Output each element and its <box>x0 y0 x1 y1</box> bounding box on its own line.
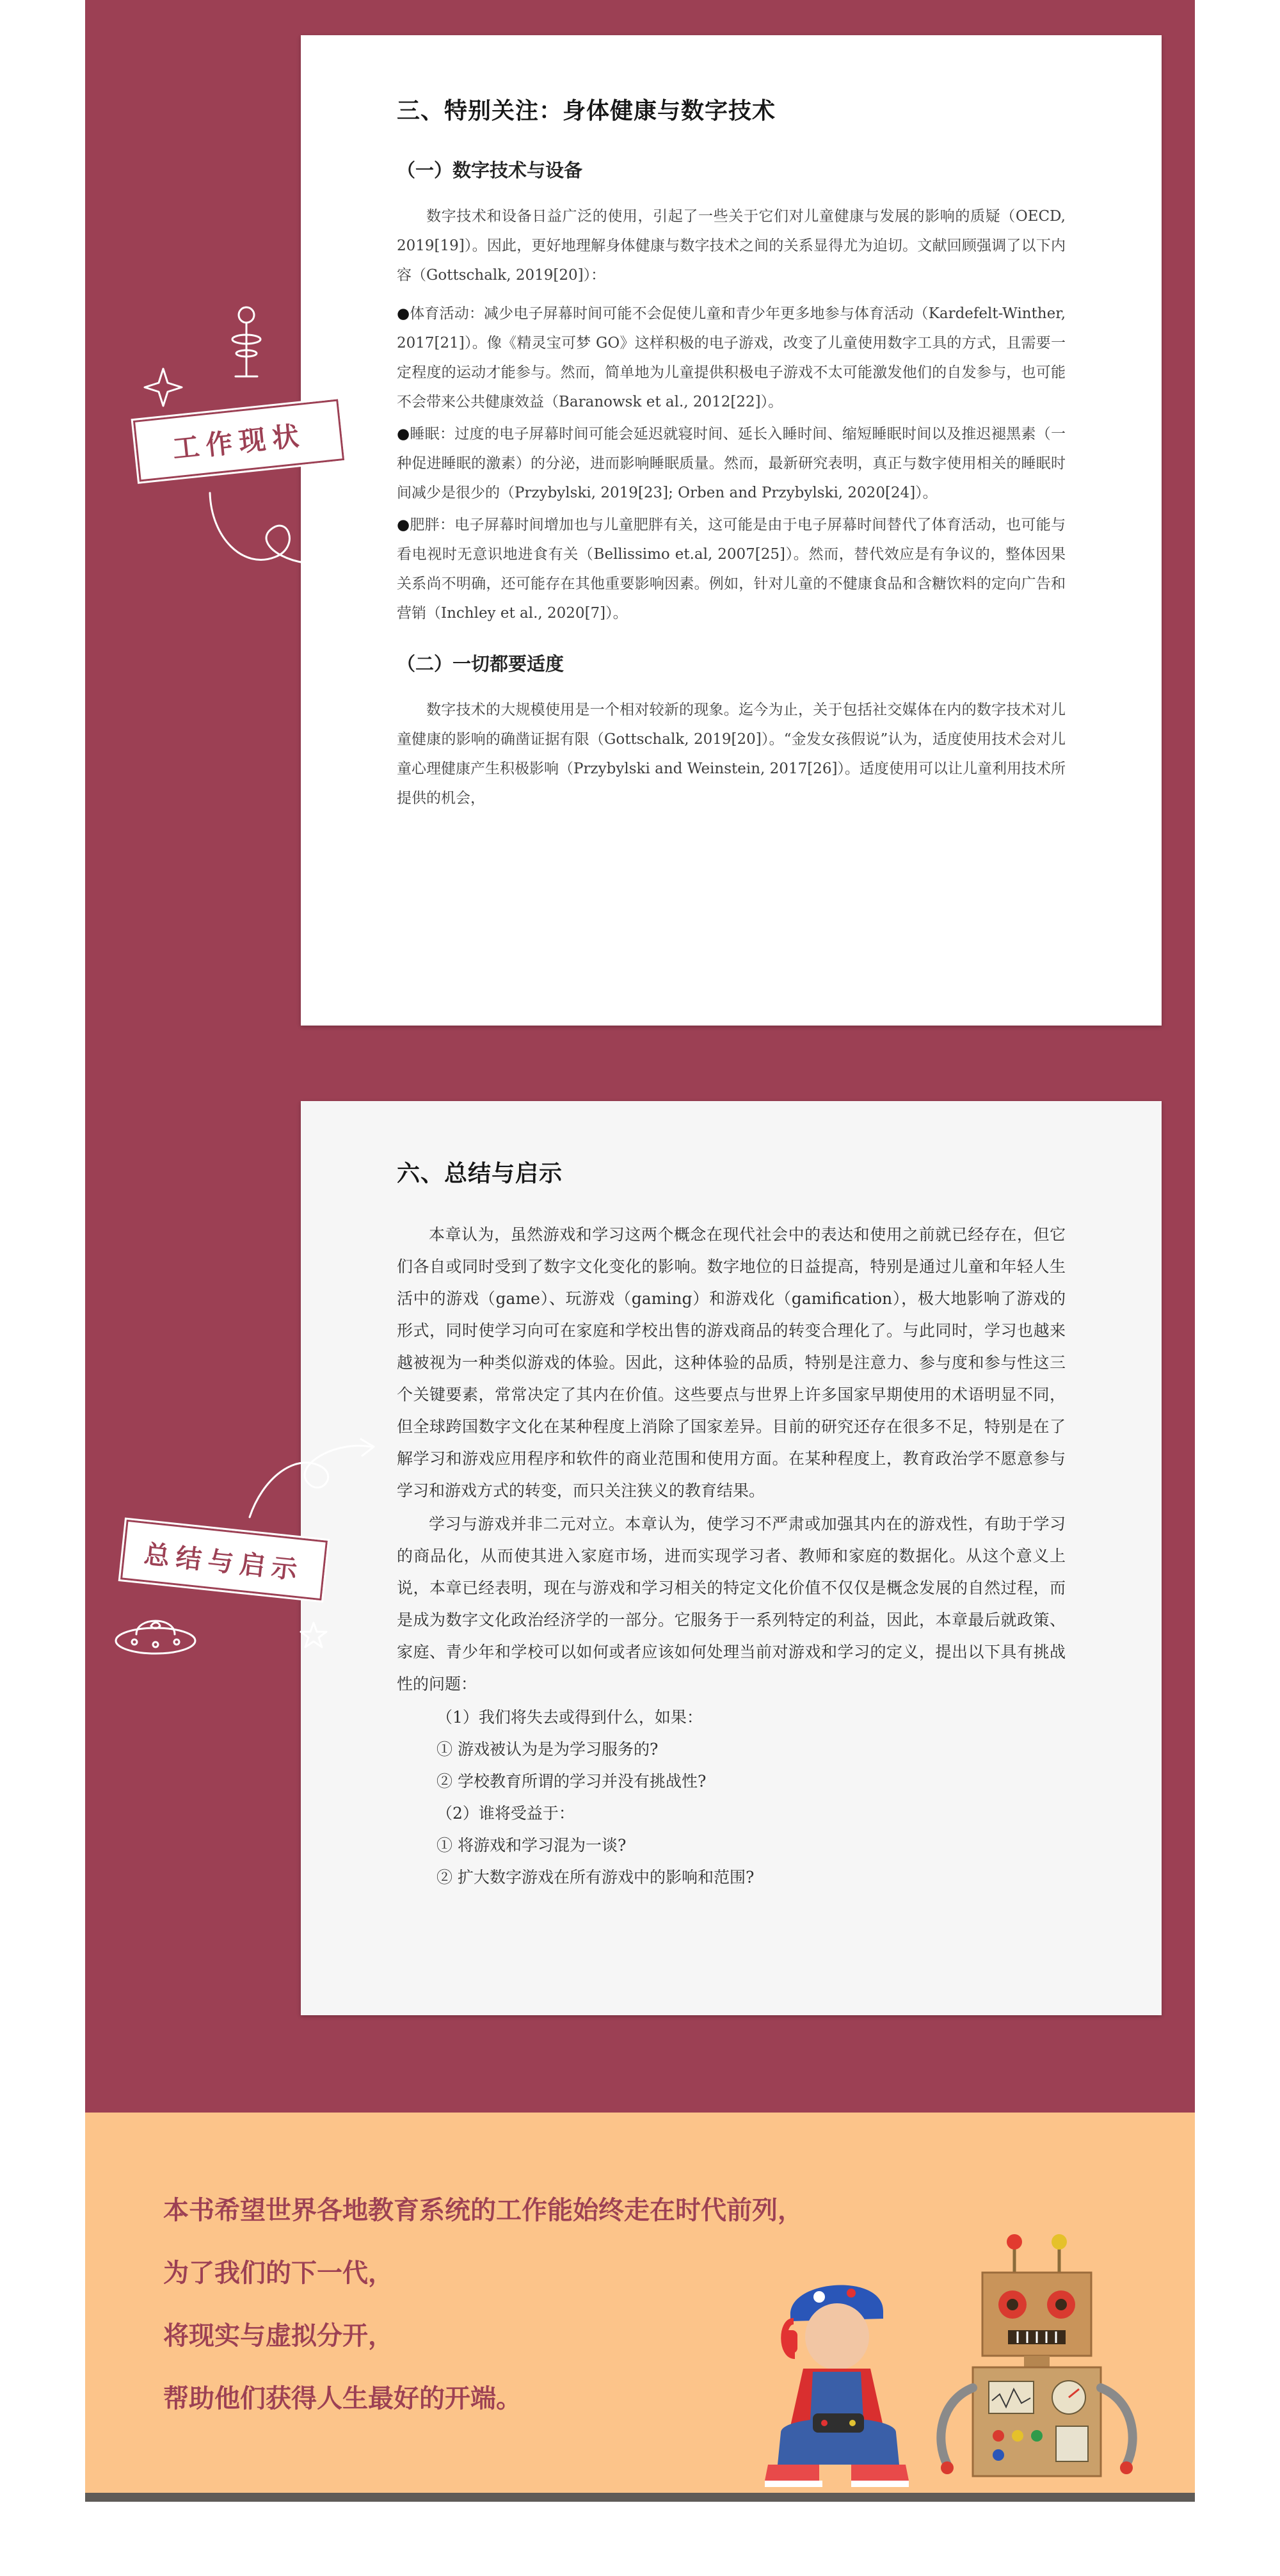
small-star-icon <box>298 1620 330 1652</box>
child-with-headphones-illustration <box>755 2260 922 2516</box>
sparkle-star-icon <box>141 365 186 410</box>
curly-arrow-doodle-icon <box>205 487 346 589</box>
bullet-dot: ● <box>397 425 410 442</box>
bullet-text: 肥胖：电子屏幕时间增加也与儿童肥胖有关，这可能是由于电子屏幕时间替代了体育活动，也可能与看电视时无意识地进食有关（Bellissimo et.al, 2007[25]）。然而，替代效应是有争议的，整体因果关系尚不明确，还可能存在其他重要影响因素。例如，针对儿童的不健康食品和含糖饮料的定向广告和营销（Inchley et al., 2020[7]）。 <box>397 517 1066 622</box>
bullet-physical-activity <box>397 299 1066 417</box>
moderation-paragraph: 数字技术的大规模使用是一个相对较新的现象。迄今为止，关于包括社交媒体在内的数字技术对儿童健康的影响的确凿证据有限（Gottschalk, 2019[20]）。“金发女孩假说”认为，适度使用技术会对儿童心理健康产生积极影响（Przybylski and Weinstein, 2017[26]）。适度使用可以让儿童利用技术所提供的机会， <box>397 702 1066 807</box>
intro-paragraph: 数字技术和设备日益广泛的使用，引起了一些关于它们对儿童健康与发展的影响的质疑（OECD, 2019[19]）。因此，更好地理解身体健康与数字技术之间的关系显得尤为迫切。文献回顾强调了以下内容（Gottschalk, 2019[20]）： <box>397 208 1066 284</box>
slogan-line: 将现实与虚拟分开， <box>163 2321 394 2351</box>
cardboard-robot-illustration <box>928 2221 1146 2503</box>
bullet-obesity <box>397 510 1066 628</box>
question-line: （1）我们将失去或得到什么，如果： <box>436 1708 703 1727</box>
slogan-line: 为了我们的下一代， <box>163 2258 394 2288</box>
subsection-title-moderation: （二）一切都要适度 <box>397 653 564 675</box>
section-title-summary: 六、总结与启示 <box>397 1161 563 1187</box>
question-line: ② 学校教育所谓的学习并没有挑战性? <box>436 1772 707 1791</box>
bullet-dot: ● <box>397 516 410 533</box>
question-line: ② 扩大数字游戏在所有游戏中的影响和范围? <box>436 1868 755 1887</box>
book-page-health-digital <box>301 35 1162 1026</box>
bottom-divider-bar <box>85 2493 1195 2502</box>
bullet-text: 睡眠：过度的电子屏幕时间可能会延迟就寝时间、延长入睡时间、缩短睡眠时间以及推迟褪黑素（一种促进睡眠的激素）的分泌，进而影响睡眠质量。然而，最新研究表明，真正与数字使用相关的睡眠时间减少是很少的（Przybylski, 2019[23]; Orben and Przybylski, 2020[24]）。 <box>397 426 1066 501</box>
question-line: ① 将游戏和学习混为一谈? <box>436 1836 627 1855</box>
loop-arrow-doodle-icon <box>243 1428 384 1524</box>
bullet-text: 体育活动：减少电子屏幕时间可能不会促使儿童和青少年更多地参与体育活动（Kardefelt-Winther, 2017[21]）。像《精灵宝可梦 GO》这样积极的电子游戏，改变了儿童使用数字工具的方式，且需要一定程度的运动才能参与。然而，简单地为儿童提供积极电子游戏不太可能激发他们的自发参与，也可能不会带来公共健康效益（Baranowsk et al., 2012[22]）。 <box>397 305 1066 410</box>
summary-badge: 总结与启示 <box>120 1520 328 1601</box>
bullet-sleep <box>397 419 1066 508</box>
question-line: （2）谁将受益于： <box>436 1804 575 1823</box>
ufo-doodle-icon <box>108 1604 204 1668</box>
slogan-line: 帮助他们获得人生最好的开端。 <box>163 2384 522 2413</box>
book-page-summary <box>301 1101 1162 2015</box>
bullet-dot: ● <box>397 305 410 322</box>
summary-paragraph-2: 学习与游戏并非二元对立。本章认为，使学习不严肃或加强其内在的游戏性，有助于学习的商品化，从而使其进入家庭市场，进而实现学习者、教师和家庭的数据化。从这个意义上说，本章已经表明，现在与游戏和学习相关的特定文化价值不仅仅是概念发展的自然过程，而是成为数字文化政治经济学的一部分。它服务于一系列特定的利益，因此，本章最后就政策、家庭、青少年和学校可以如何或者应该如何处理当前对游戏和学习的定义，提出以下具有挑战性的问题： <box>397 1515 1066 1693</box>
slogan-line: 本书希望世界各地教育系统的工作能始终走在时代前列， <box>163 2196 803 2225</box>
subsection-title-devices: （一）数字技术与设备 <box>397 159 583 181</box>
question-line: ① 游戏被认为是为学习服务的? <box>436 1740 659 1759</box>
section-title-health: 三、特别关注：身体健康与数字技术 <box>397 98 776 124</box>
satellite-doodle-icon <box>218 301 275 384</box>
work-status-badge: 工作现状 <box>133 399 344 481</box>
summary-paragraph-1: 本章认为，虽然游戏和学习这两个概念在现代社会中的表达和使用之前就已经存在，但它们各自或同时受到了数字文化变化的影响。数字地位的日益提高，特别是通过儿童和年轻人生活中的游戏（game）、玩游戏（gaming）和游戏化（gamification），极大地影响了游戏的形式，同时使学习向可在家庭和学校出售的游戏商品的转变合理化了。与此同时，学习也越来越被视为一种类似游戏的体验。因此，这种体验的品质，特别是注意力、参与度和参与性这三个关键要素，常常决定了其内在价值。这些要点与世界上许多国家早期使用的术语明显不同，但全球跨国数字文化在某种程度上消除了国家差异。目前的研究还存在很多不足，特别是在了解学习和游戏应用程序和软件的商业范围和使用方面。在某种程度上，教育政治学不愿意参与学习和游戏方式的转变，而只关注狭义的教育结果。 <box>397 1225 1066 1500</box>
